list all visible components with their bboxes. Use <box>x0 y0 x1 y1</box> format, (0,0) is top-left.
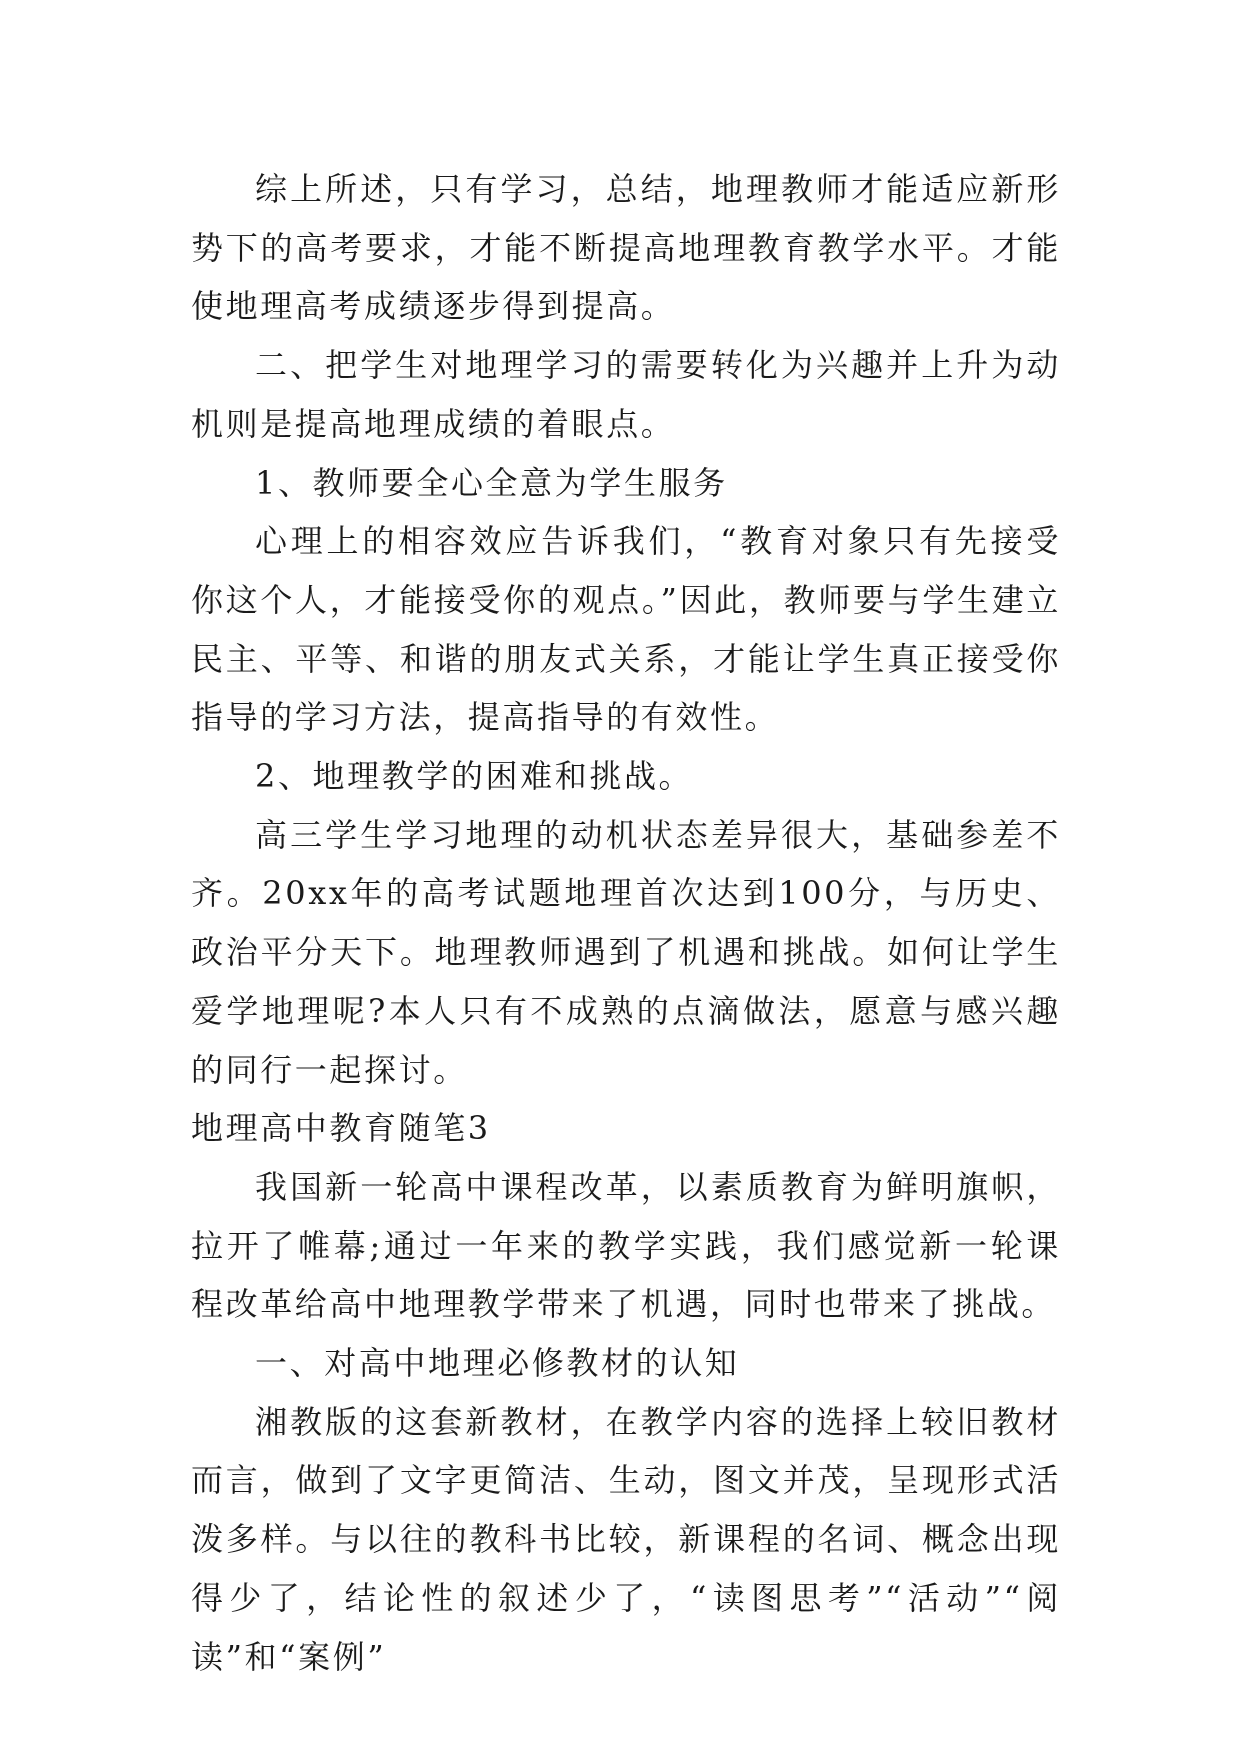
paragraph-curriculum-reform: 我国新一轮高中课程改革，以素质教育为鲜明旗帜，拉开了帷幕;通过一年来的教学实践，我们感觉新一轮课程改革给高中地理教学带来了机遇，同时也带来了挑战。 <box>191 1167 1061 1324</box>
document-body <box>191 160 1061 1686</box>
paragraph-new-textbook: 湘教版的这套新教材，在教学内容的选择上较旧教材而言，做到了文字更简洁、生动，图文并茂，呈现形式活泼多样。与以往的教科书比较，新课程的名词、概念出现得少了，结论性的叙述少了，“读图思考”“活动”“阅读”和“案例” <box>191 1402 1061 1676</box>
essay-title: 地理高中教育随笔3 <box>191 1109 491 1148</box>
subheading-difficulties: 2、地理教学的困难和挑战。 <box>255 757 694 796</box>
section-heading-interest: 二、把学生对地理学习的需要转化为兴趣并上升为动机则是提高地理成绩的着眼点。 <box>191 346 1061 443</box>
section-heading-textbook: 一、对高中地理必修教材的认知 <box>255 1344 740 1383</box>
paragraph-senior-students: 高三学生学习地理的动机状态差异很大，基础参差不齐。20xx年的高考试题地理首次达到100分，与历史、政治平分天下。地理教师遇到了机遇和挑战。如何让学生爱学地理呢?本人只有不成熟的点滴做法，愿意与感兴趣的同行一起探讨。 <box>191 815 1061 1089</box>
subheading-serve-students: 1、教师要全心全意为学生服务 <box>255 463 728 502</box>
paragraph-summary: 综上所述，只有学习，总结，地理教师才能适应新形势下的高考要求，才能不断提高地理教育教学水平。才能使地理高考成绩逐步得到提高。 <box>191 170 1061 326</box>
paragraph-compatibility-effect: 心理上的相容效应告诉我们，“教育对象只有先接受你这个人，才能接受你的观点。”因此，教师要与学生建立民主、平等、和谐的朋友式关系，才能让学生真正接受你指导的学习方法，提高指导的有效性。 <box>191 522 1061 737</box>
